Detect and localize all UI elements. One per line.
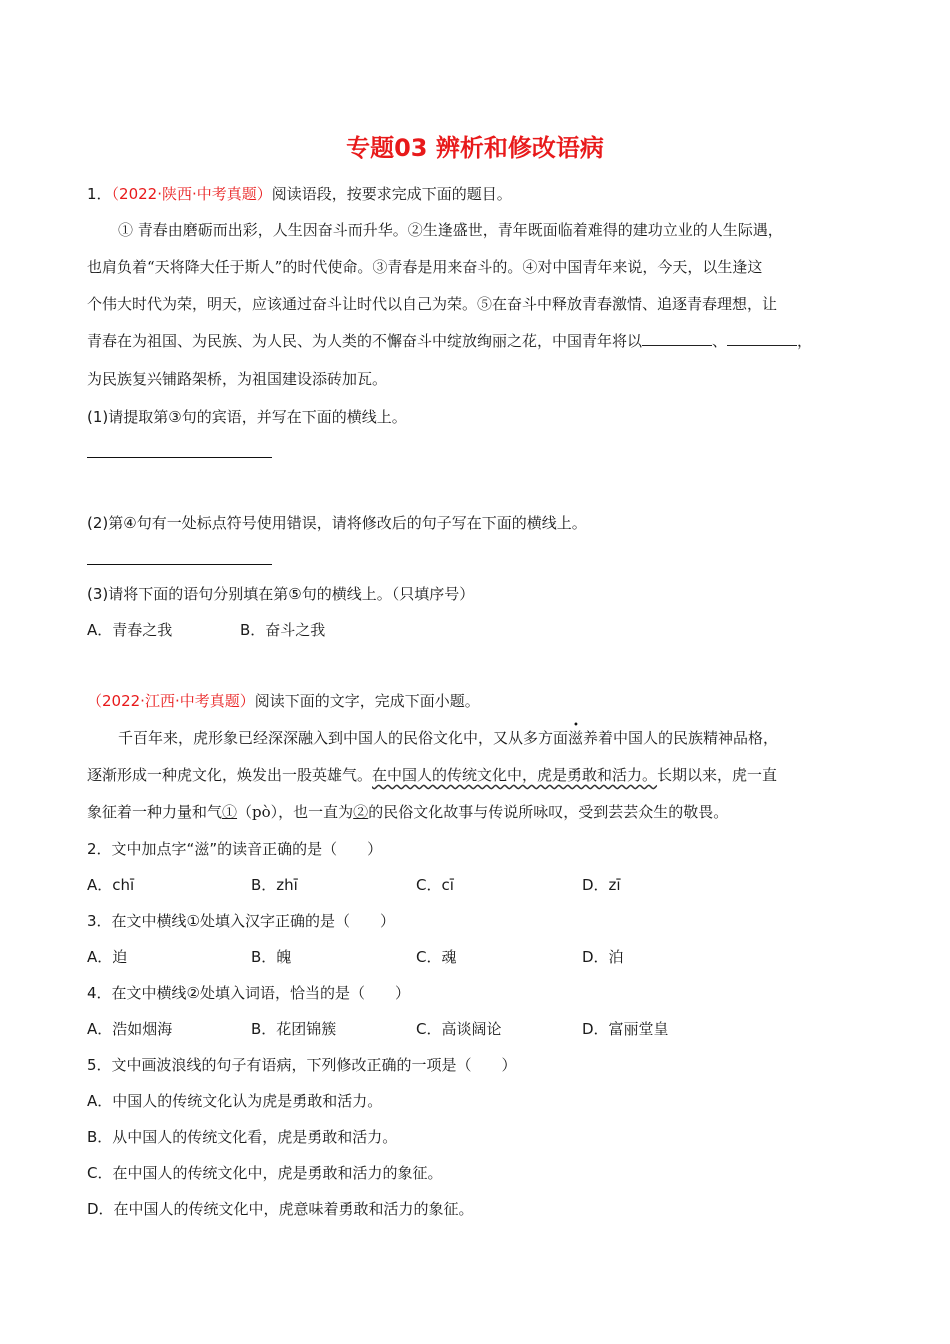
q2-option-c: C．cī [416, 876, 454, 894]
wavy-underlined-sentence: 在中国人的传统文化中，虎是勇敢和活力。 [372, 766, 658, 784]
q1-sub3: (3)请将下面的语句分别填在第⑤句的横线上。（只填序号） [87, 585, 475, 603]
q1-passage-line-2: 也肩负着“天将降大任于斯人”的时代使命。③青春是用来奋斗的。④对中国青年来说，今天，以生逢这 [87, 258, 763, 276]
q1-blank-sep: 、 [712, 332, 728, 350]
q1-header [87, 183, 512, 205]
q4-option-d: D．富丽堂皇 [582, 1020, 669, 1038]
blank-marker-2: ② [353, 803, 369, 821]
group2-passage-line-2 [87, 764, 777, 786]
group2-passage-l3a: 象征着一种力量和气 [87, 803, 223, 821]
q5-option-c: C．在中国人的传统文化中，虎是勇敢和活力的象征。 [87, 1164, 443, 1182]
blank-marker-1: ① [222, 803, 238, 821]
q1-sub2: (2)第④句有一处标点符号使用错误，请将修改后的句子写在下面的横线上。 [87, 514, 587, 532]
group2-passage-l2a: 逐渐形成一种虎文化，焕发出一股英雄气。 [87, 766, 373, 784]
q2-option-d: D．zī [582, 876, 621, 894]
group2-passage-l3c: 的民俗文化故事与传说所咏叹，受到芸芸众生的敬畏。 [368, 803, 729, 821]
group2-source: （2022·江西·中考真题） [87, 692, 255, 710]
q1-blank-1[interactable] [642, 331, 712, 346]
q1-number: 1． [87, 185, 112, 203]
group2-passage-line-1 [118, 727, 778, 749]
q3-option-b: B．魄 [251, 948, 292, 966]
group2-passage-l1b: 养着中国人的民族精神品格， [583, 729, 779, 747]
q4-option-b: B．花团锦簇 [251, 1020, 337, 1038]
q5-option-d: D．在中国人的传统文化中，虎意味着勇敢和活力的象征。 [87, 1200, 474, 1218]
group2-header [87, 690, 480, 712]
q1-blank-2[interactable] [727, 331, 797, 346]
dotted-char: 滋 [568, 729, 584, 747]
q4-option-c: C．高谈阔论 [416, 1020, 502, 1038]
q1-source: （2022·陕西·中考真题） [111, 185, 272, 203]
group2-passage-l2b: 长期以来，虎一直 [657, 766, 778, 784]
group2-passage-l3b: （pò），也一直为 [237, 803, 354, 821]
page-title: 专题03 辨析和修改语病 [346, 134, 604, 162]
q1-passage-line-4-text: 青春在为祖国、为民族、为人民、为人类的不懈奋斗中绽放绚丽之花，中国青年将以 [87, 332, 643, 350]
q5-option-a: A．中国人的传统文化认为虎是勇敢和活力。 [87, 1092, 383, 1110]
q3-option-c: C．魂 [416, 948, 457, 966]
q3-option-d: D．泊 [582, 948, 624, 966]
group2-passage-line-3 [87, 801, 728, 823]
q1-sub3-option-a: A．青春之我 [87, 621, 173, 639]
group2-intro: 阅读下面的文字，完成下面小题。 [254, 692, 480, 710]
q5-option-b: B．从中国人的传统文化看，虎是勇敢和活力。 [87, 1128, 398, 1146]
q2-option-b: B．zhī [251, 876, 298, 894]
q1-blank-end: ， [797, 332, 813, 350]
group2-passage-l1a: 千百年来，虎形象已经深深融入到中国人的民俗文化中，又从多方面 [118, 729, 569, 747]
q3-stem: 3．在文中横线①处填入汉字正确的是（ ） [87, 912, 395, 930]
q1-passage-line-1: ① 青春由磨砺而出彩，人生因奋斗而升华。②生逢盛世，青年既面临着难得的建功立业的人生际遇， [118, 221, 783, 239]
q1-intro: 阅读语段，按要求完成下面的题目。 [271, 185, 512, 203]
q1-sub1-answer-line[interactable] [87, 457, 272, 458]
q5-stem: 5．文中画波浪线的句子有语病，下列修改正确的一项是（ ） [87, 1056, 517, 1074]
q1-passage-line-3: 个伟大时代为荣，明天，应该通过奋斗让时代以自己为荣。⑤在奋斗中释放青春激情、追逐青春理想，让 [87, 295, 778, 313]
q4-stem: 4．在文中横线②处填入词语，恰当的是（ ） [87, 984, 410, 1002]
q1-sub2-answer-line[interactable] [87, 564, 272, 565]
q4-option-a: A．浩如烟海 [87, 1020, 173, 1038]
q1-passage-line-4 [87, 330, 812, 352]
q3-option-a: A．迫 [87, 948, 128, 966]
q1-sub3-option-b: B．奋斗之我 [240, 621, 326, 639]
q2-option-a: A．chī [87, 876, 135, 894]
q1-passage-line-5: 为民族复兴铺路架桥，为祖国建设添砖加瓦。 [87, 370, 388, 388]
q1-sub1: (1)请提取第③句的宾语，并写在下面的横线上。 [87, 408, 407, 426]
q2-stem: 2．文中加点字“滋”的读音正确的是（ ） [87, 840, 383, 858]
